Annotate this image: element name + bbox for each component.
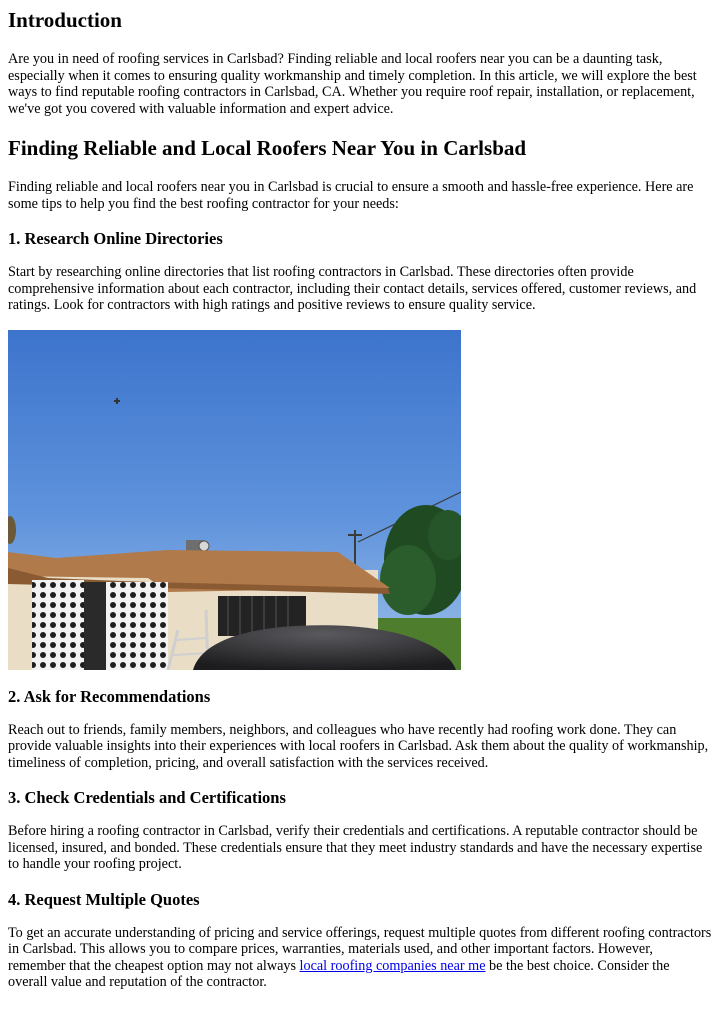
tip-heading-research: 1. Research Online Directories <box>8 229 223 248</box>
tip-heading-recommendations: 2. Ask for Recommendations <box>8 686 211 706</box>
section-heading: Finding Reliable and Local Roofers Near You in Carlsbad <box>8 136 527 160</box>
tip-paragraph-quotes <box>8 925 712 991</box>
intro-heading: Introduction <box>8 8 122 32</box>
local-roofing-link[interactable]: local roofing companies near me <box>299 957 486 974</box>
tip-paragraph-credentials: Before hiring a roofing contractor in Carlsbad, verify their credentials and certifications. A reputable contractor should be licensed, insured, and bonded. These credentials ensure that they meet industry standards and have the necessary expertise to handle your roofing project. <box>8 823 703 872</box>
section-paragraph: Finding reliable and local roofers near you in Carlsbad is crucial to ensure a smooth and hassle-free experience. Here are some tips to help you find the best roofing contractor for your needs: <box>8 179 694 212</box>
intro-paragraph: Are you in need of roofing services in Carlsbad? Finding reliable and local roofers near you can be a daunting task, especially when it comes to ensuring quality workmanship and timely completion. In this article, we will explore the best ways to find reputable roofing contractors in Carlsbad, CA. Whether you require roof repair, installation, or replacement, we've got you covered with valuable information and expert advice. <box>8 51 697 117</box>
quotes-text-before-link: To get an accurate understanding of pricing and service offerings, request multiple quotes from different roofing contractors in Carlsbad. This allows you to compare prices, warranties, materials used, and other important factors. However, remember that the cheapest option may not always <box>8 924 712 974</box>
roof-photo <box>8 330 461 670</box>
tip-heading-quotes: 4. Request Multiple Quotes <box>8 889 200 909</box>
tip-heading-credentials: 3. Check Credentials and Certifications <box>8 788 286 807</box>
quotes-text-after-link: be the best choice. Consider the overall value and reputation of the contractor. <box>8 957 670 990</box>
tip-paragraph-research: Start by researching online directories that list roofing contractors in Carlsbad. These directories often provide comprehensive information about each contractor, including their contact details, services offered, customer reviews, and ratings. Look for contractors with high ratings and positive reviews to ensure quality service. <box>8 264 697 313</box>
tip-paragraph-recommendations: Reach out to friends, family members, neighbors, and colleagues who have recently had roofing work done. They can provide valuable insights into their experiences with local roofers in Carlsbad. Ask them about the quality of workmanship, timeliness of completion, pricing, and overall satisfaction with the services received. <box>8 721 709 771</box>
